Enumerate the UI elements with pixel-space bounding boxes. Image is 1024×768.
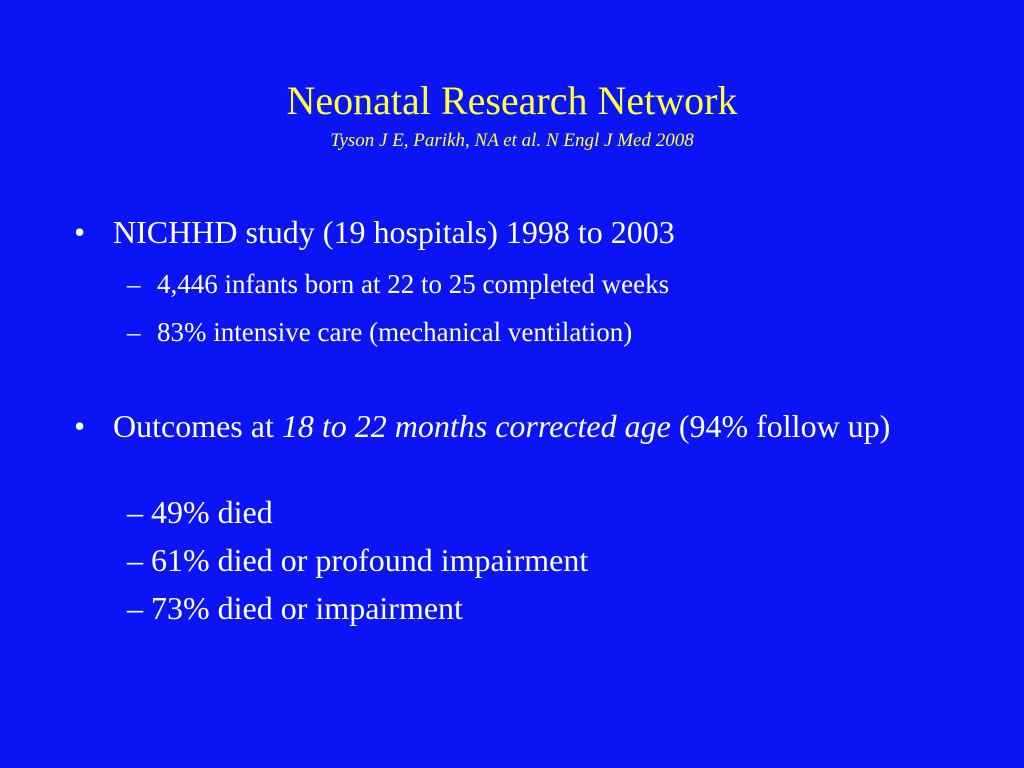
dash-icon: – [127,269,141,299]
bullet-dot-icon: • [74,408,86,444]
slide-title: Neonatal Research Network [286,78,738,123]
subitem-text: 83% intensive care (mechanical ventilation) [157,317,633,347]
bullet-text-part-1: Outcomes at [113,408,282,444]
bullet-nichhd-study [74,212,954,252]
bullet-text [113,406,934,446]
subitem-died [127,492,967,532]
dash-icon: – [127,542,143,578]
bullet-text: NICHHD study (19 hospitals) 1998 to 2003 [113,214,675,250]
subitem-died-profound [127,540,967,580]
subitem-intensive-care [127,316,967,348]
dash-icon: – [127,590,143,626]
subitem-text: 4,446 infants born at 22 to 25 completed weeks [157,269,670,299]
bullet-dot-icon: • [74,214,86,250]
subitem-text: 61% died or profound impairment [151,542,589,578]
subitem-died-impairment [127,588,967,628]
bullet-text-part-2: (94% follow up) [670,408,891,444]
subitem-text: 49% died [151,494,273,530]
dash-icon: – [127,494,143,530]
bullet-text-italic: 18 to 22 months corrected age [281,408,671,444]
bullet-outcomes [74,406,934,446]
subitem-infants-born [127,268,967,300]
dash-icon: – [127,317,141,347]
slide-subtitle-citation: Tyson J E, Parikh, NA et al. N Engl J Med 2008 [330,130,694,151]
subitem-text: 73% died or impairment [151,590,463,626]
